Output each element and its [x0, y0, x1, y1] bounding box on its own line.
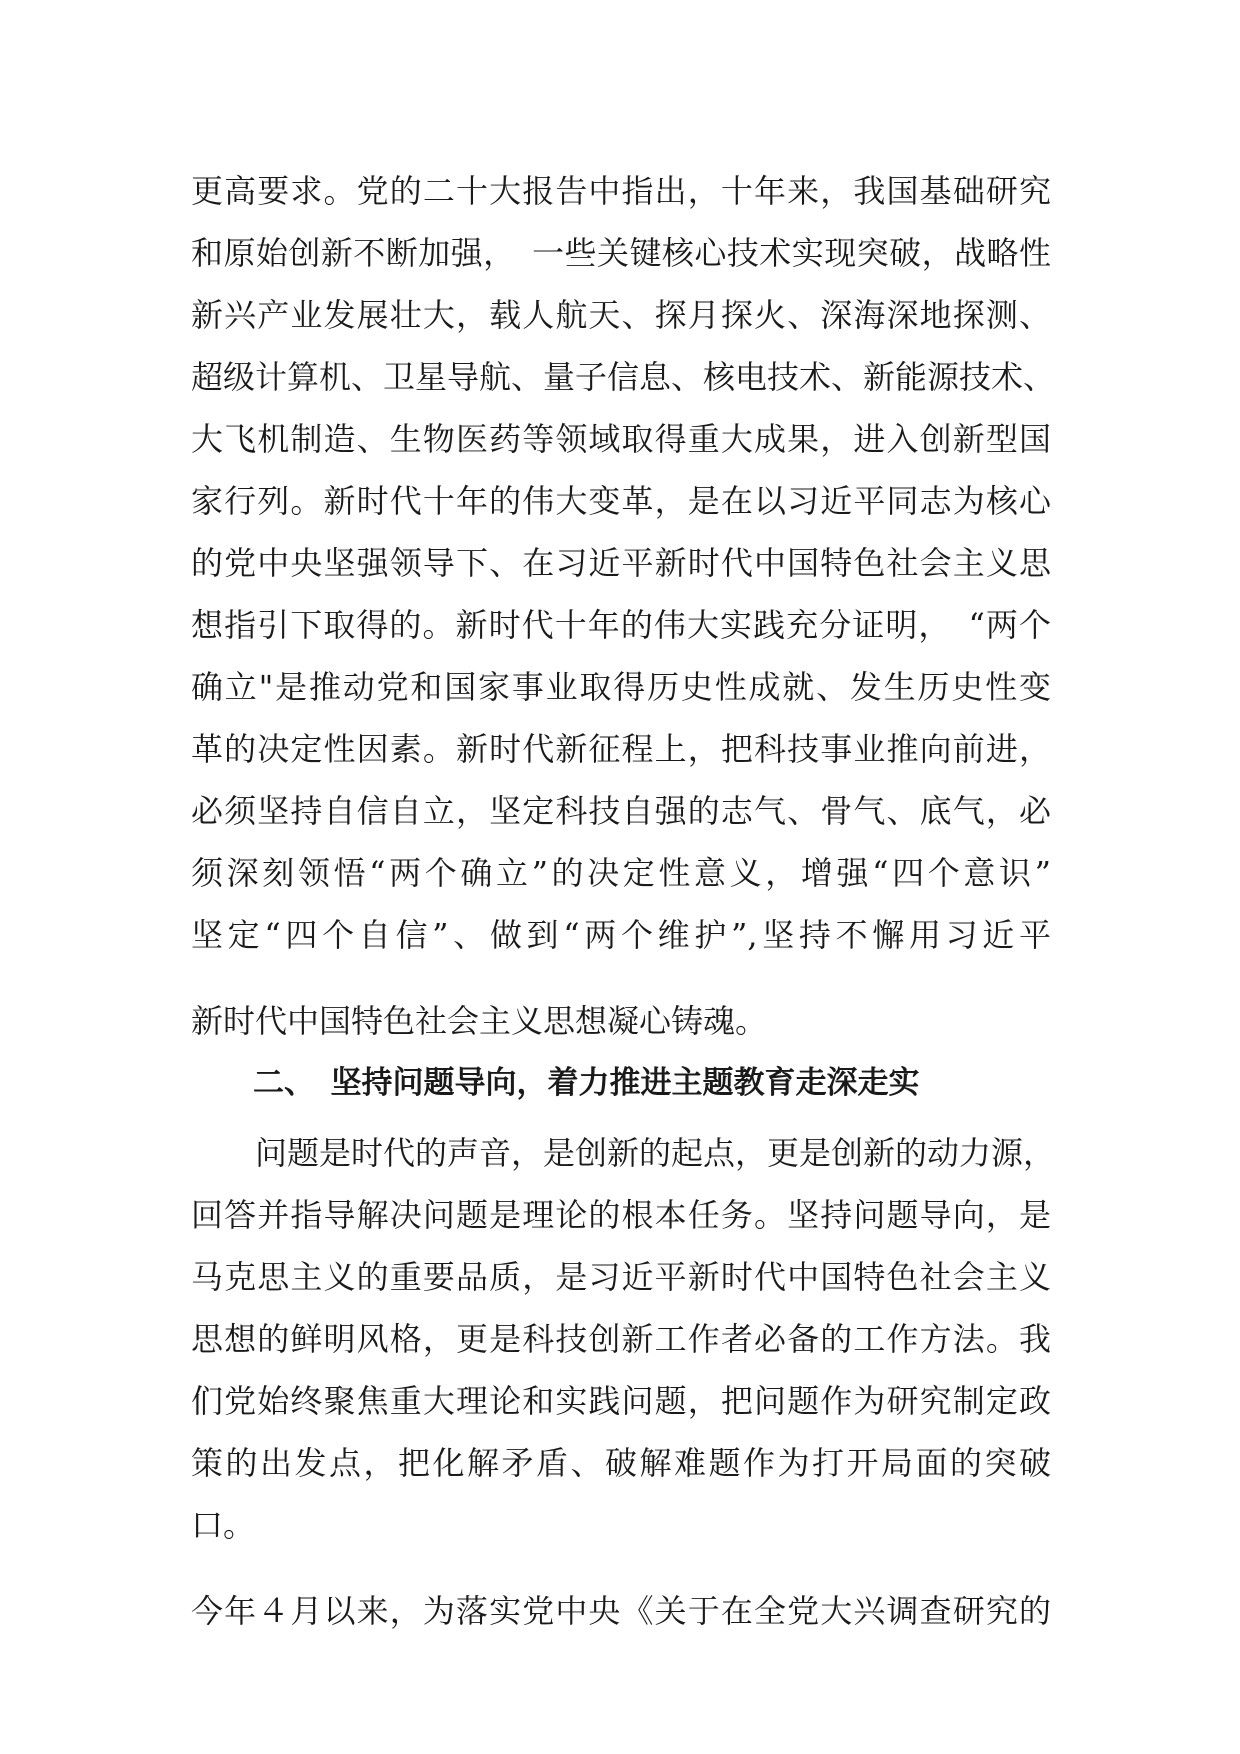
text-line: 想指引下取得的。新时代十年的伟大实践充分证明， “两个 — [191, 606, 1051, 644]
text-line: 和原始创新不断加强， 一些关键核心技术实现突破，战略性 — [191, 234, 1051, 272]
text-line: 必须坚持自信自立，坚定科技自强的志气、骨气、底气，必 — [191, 792, 1051, 830]
text-line: 新时代中国特色社会主义思想凝心铸魂。 — [191, 1002, 768, 1040]
text-line: 今年４月以来，为落实党中央《关于在全党大兴调查研究的 — [191, 1592, 1051, 1630]
text-line: 超级计算机、卫星导航、量子信息、核电技术、新能源技术、 — [191, 358, 1056, 396]
text-line: 确立"是推动党和国家事业取得历史性成就、发生历史性变 — [191, 668, 1051, 706]
paragraph-3 — [191, 1580, 1051, 1642]
text-line: 口。 — [191, 1506, 256, 1544]
document-body — [191, 160, 1056, 1642]
text-line: 坚定“四个自信”、做到“两个维护”,坚持不懈用习近平 — [191, 916, 1051, 954]
text-line: 策的出发点，把化解矛盾、破解难题作为打开局面的突破 — [191, 1444, 1051, 1482]
text-line: 马克思主义的重要品质，是习近平新时代中国特色社会主义 — [191, 1258, 1051, 1296]
text-line: 思想的鲜明风格，更是科技创新工作者必备的工作方法。我 — [191, 1320, 1051, 1358]
text-line: 回答并指导解决问题是理论的根本任务。坚持问题导向，是 — [191, 1196, 1051, 1234]
text-line: 新兴产业发展壮大，载人航天、探月探火、深海深地探测、 — [191, 296, 1051, 334]
paragraph-2 — [191, 1122, 1056, 1556]
section-heading-2: 二、 坚持问题导向，着力推进主题教育走深走实 — [253, 1065, 920, 1101]
text-line: 问题是时代的声音，是创新的起点，更是创新的动力源， — [255, 1134, 1056, 1172]
text-line: 们党始终聚焦重大理论和实践问题，把问题作为研究制定政 — [191, 1382, 1051, 1420]
text-line: 须深刻领悟“两个确立”的决定性意义，增强“四个意识” — [191, 854, 1051, 892]
text-line: 革的决定性因素。新时代新征程上，把科技事业推向前进， — [191, 730, 1051, 768]
paragraph-1 — [191, 160, 1056, 1052]
text-line: 更高要求。党的二十大报告中指出，十年来，我国基础研究 — [191, 172, 1051, 210]
text-line: 的党中央坚强领导下、在习近平新时代中国特色社会主义思 — [191, 544, 1051, 582]
text-line: 家行列。新时代十年的伟大变革，是在以习近平同志为核心 — [191, 482, 1051, 520]
text-line: 大飞机制造、生物医药等领域取得重大成果，进入创新型国 — [191, 420, 1051, 458]
